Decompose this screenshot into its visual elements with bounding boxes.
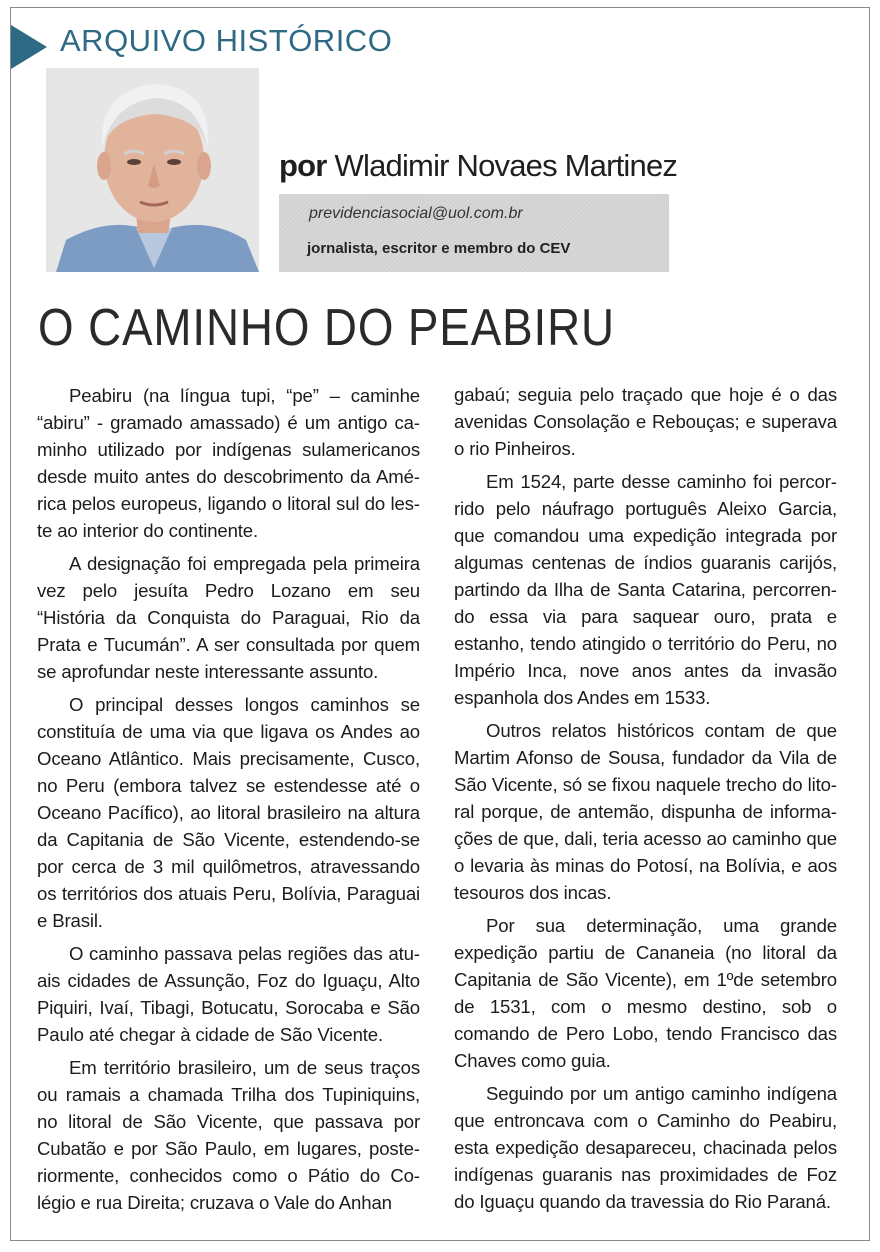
byline-prefix: por (279, 148, 327, 183)
section-title: ARQUIVO HISTÓRICO (60, 23, 393, 58)
paragraph: A designação foi empregada pela primeira vez pelo jesuíta Pedro Lozano em seu “História da Conquista do Paraguai, Rio da Prata e Tucumán”. A ser consultada por quem se aprofundar neste interessante assunto. (37, 553, 420, 682)
article-title: O CAMINHO DO PEABIRU (38, 299, 615, 357)
author-name: Wladimir Novaes Martinez (334, 148, 678, 183)
author-portrait-image (46, 68, 259, 272)
article-column-left (37, 382, 420, 1222)
author-email[interactable]: previdenciasocial@uol.com.br (309, 205, 523, 222)
paragraph: Seguindo por um antigo caminho indígena que entroncava com o Caminho do Peabiru, esta expedição desapareceu, chacinada pelos indígenas guaranis nas proximidades de Foz do Iguaçu quando da travessia do Rio Paraná. (454, 1083, 837, 1212)
author-info-box (279, 194, 669, 272)
section-arrow-icon (11, 25, 47, 69)
paragraph: Em território brasileiro, um de seus traços ou ramais a chamada Trilha dos Tupiniquins, no litoral de São Vicente, que passava por Cubatão e por São Paulo, em lugares, posteriormente, conhecidos como o Pátio do Colégio e rua Direita; cruzava o Vale do Anhan (37, 1057, 420, 1213)
paragraph: Por sua determinação, uma grande expedição partiu de Cananeia (no litoral da Capitania de São Vicente), em 1ºde setembro de 1531, com o mesmo destino, sob o comando de Pero Lobo, tendo Francisco das Chaves como guia. (454, 915, 837, 1071)
paragraph: Outros relatos históricos contam de que Martim Afonso de Sousa, fundador da Vila de São Vicente, só se fixou naquele trecho do litoral porque, de antemão, dispunha de informações de que, dali, teria acesso ao caminho que o levaria às minas do Potosí, na Bolívia, e aos tesouros dos incas. (454, 720, 837, 903)
paragraph: O principal desses longos caminhos se constituía de uma via que ligava os Andes ao Oceano Atlântico. Mais precisamente, Cusco, no Peru (embora talvez se estendesse até o Oceano Pacífico), ao litoral brasileiro na altura da Capitania de São Vicente, estendendo-se por cerca de 3 mil quilômetros, atravessando os territórios dos atuais Peru, Bolívia, Paraguai e Brasil. (37, 694, 420, 931)
author-byline (279, 148, 677, 184)
author-photo (46, 68, 259, 272)
paragraph: O caminho passava pelas regiões das atuais cidades de Assunção, Foz do Iguaçu, Alto Piquiri, Ivaí, Tibagi, Botucatu, Sorocaba e São Paulo até chegar à cidade de São Vicente. (37, 943, 420, 1045)
paragraph-continuation: gabaú; seguia pelo traçado que hoje é o das avenidas Consolação e Rebouças; e superava o rio Pinheiros. (454, 384, 837, 459)
paragraph: Em 1524, parte desse caminho foi percorrido pelo náufrago português Aleixo Garcia, que comandou uma expedição integrada por algumas centenas de índios guaranis carijós, partindo da Ilha de Santa Catarina, percorrendo essa via para saquear ouro, prata e estanho, tendo atingido o território do Peru, no Império Inca, nove anos antes da invasão espanhola dos Andes em 1533. (454, 471, 837, 708)
paragraph: Peabiru (na língua tupi, “pe” – caminhe “abiru” - gramado amassado) é um antigo caminho utilizado por indígenas sulamericanos desde muito antes do descobrimento da América pelos europeus, ligando o litoral sul do leste ao interior do continente. (37, 385, 420, 541)
article-column-right (454, 381, 837, 1221)
article-page (10, 7, 870, 1241)
author-role: jornalista, escritor e membro do CEV (307, 240, 571, 257)
